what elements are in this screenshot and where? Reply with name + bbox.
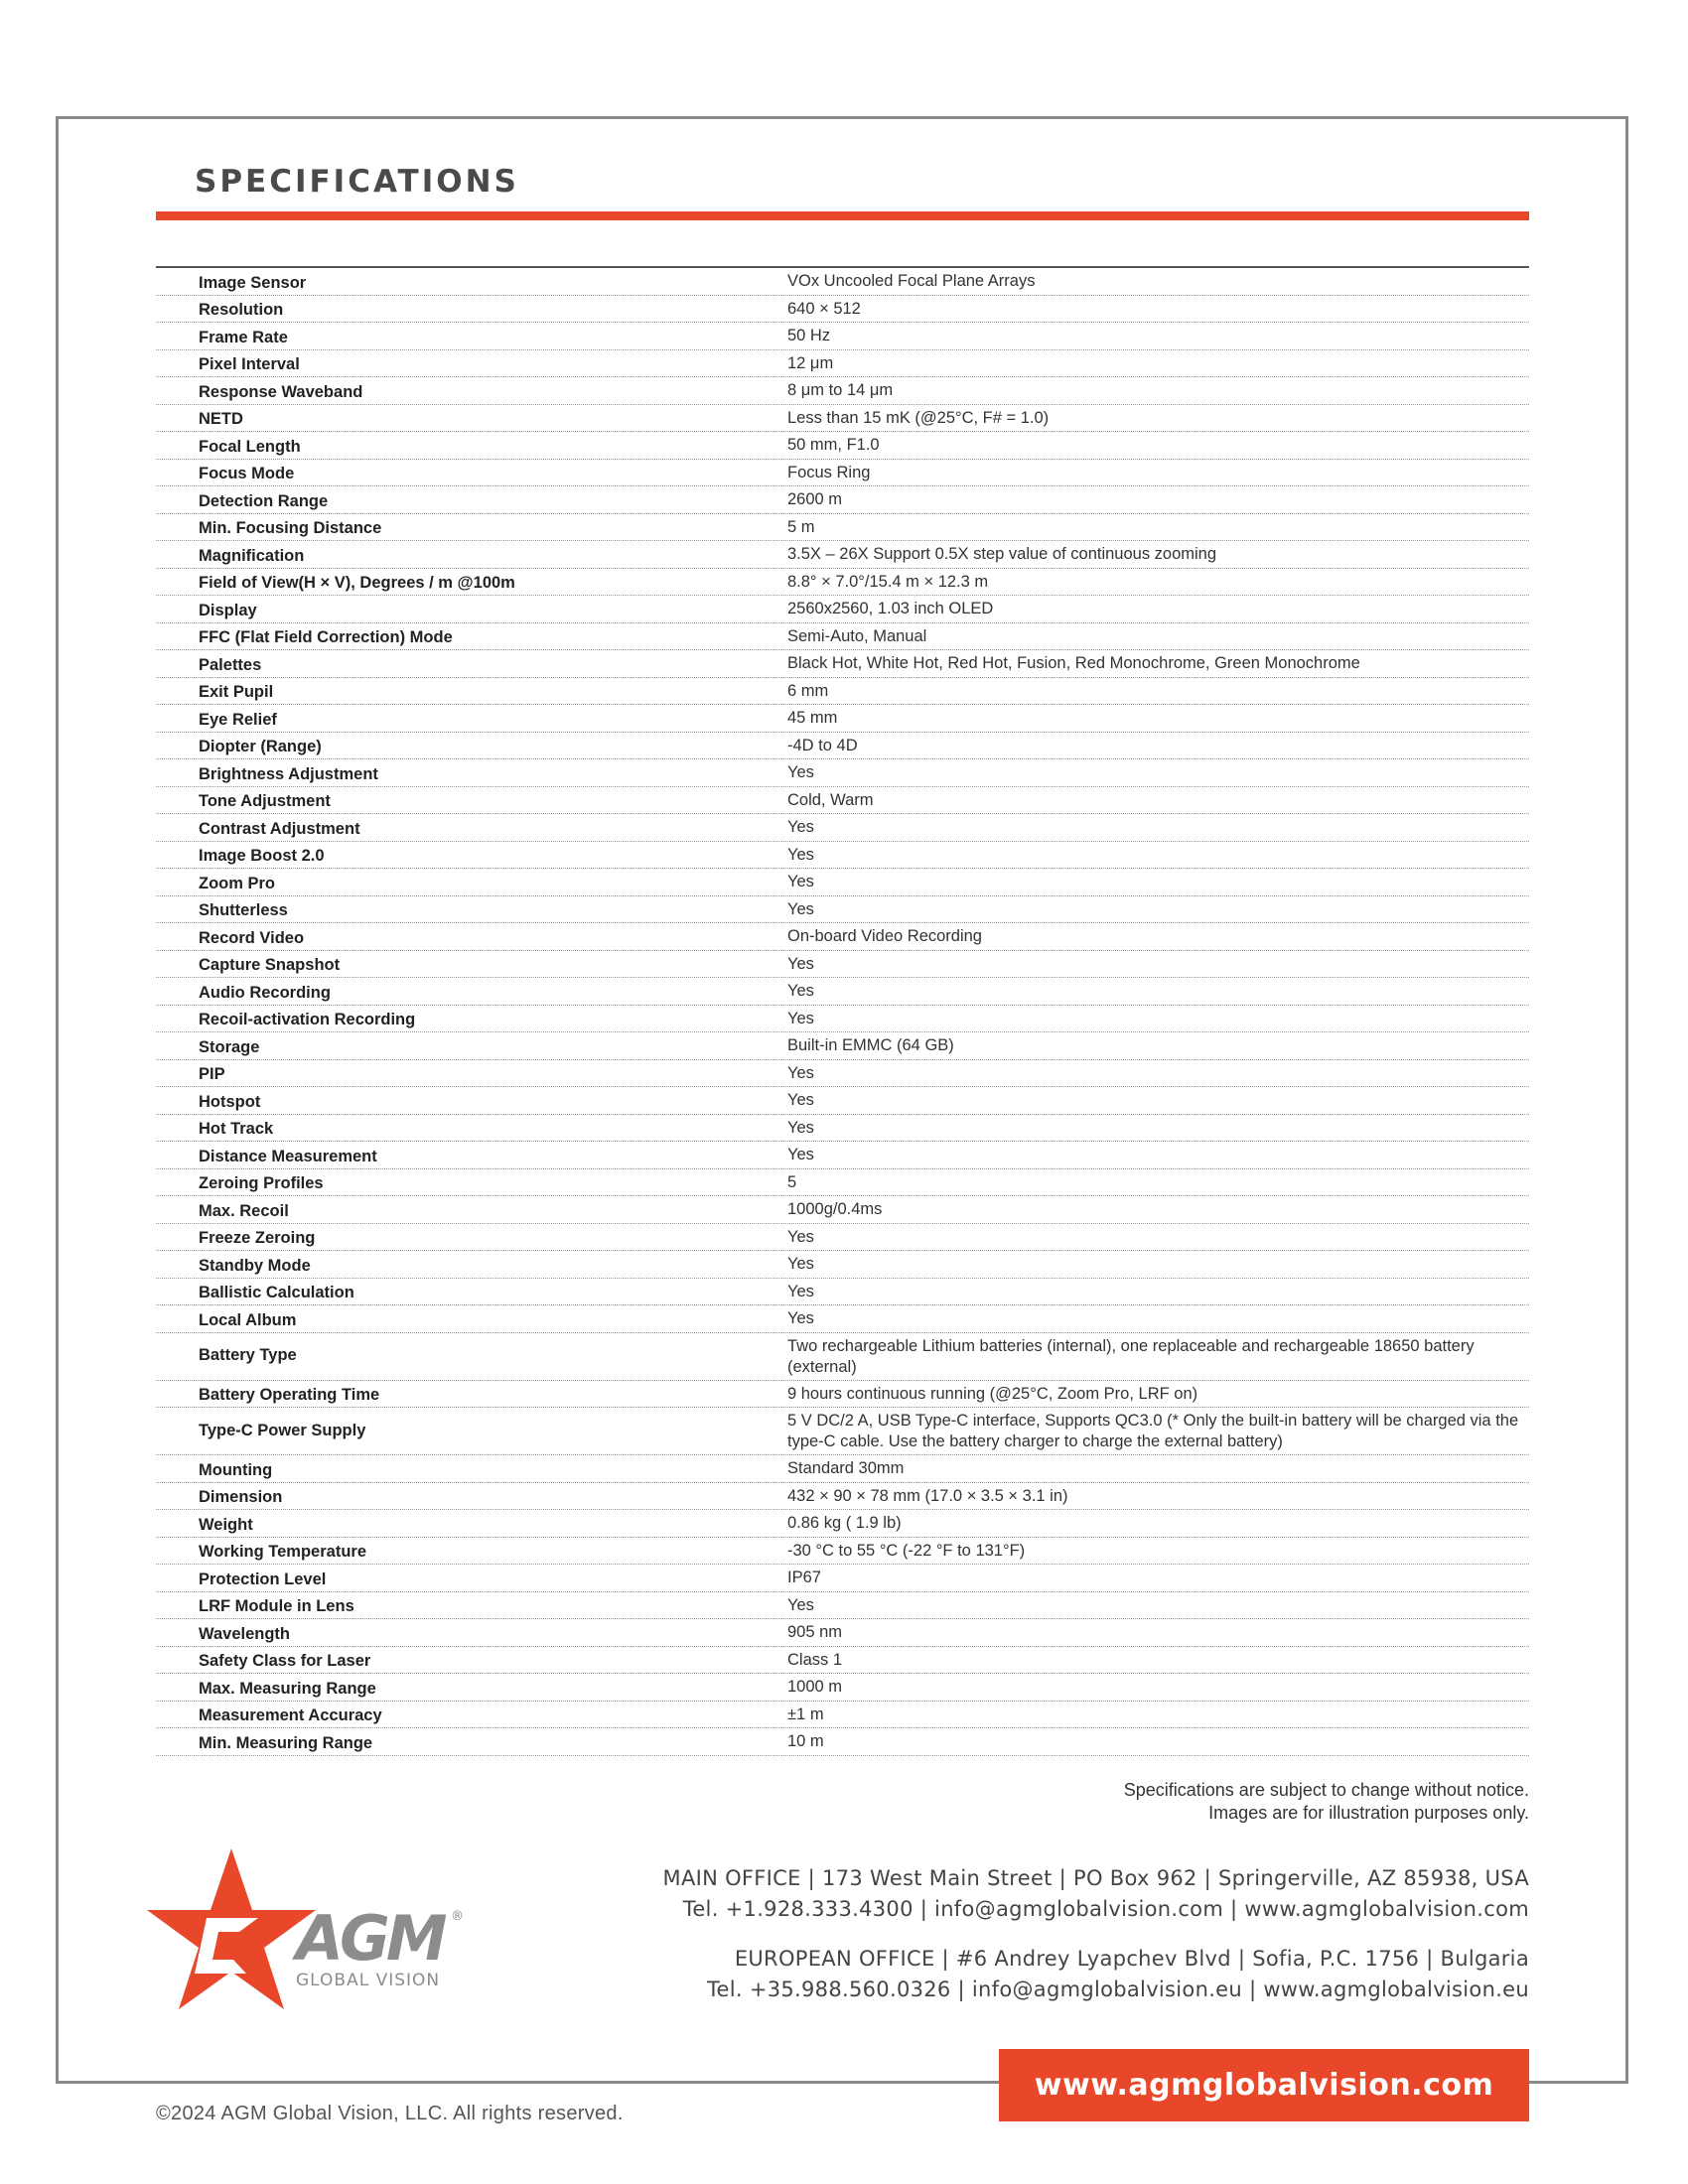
disclaimer-notice xyxy=(1124,1779,1529,1825)
spec-value: 6 mm xyxy=(787,681,829,700)
spec-label: Detection Range xyxy=(199,491,329,510)
spec-label: Record Video xyxy=(199,928,305,947)
spec-row xyxy=(156,814,1529,842)
spec-label: Min. Measuring Range xyxy=(199,1733,373,1752)
spec-row xyxy=(156,869,1529,896)
logo-wordmark: AGM xyxy=(296,1902,444,1975)
logo-registered-mark: ® xyxy=(451,1909,464,1924)
spec-value: 5 V DC/2 A, USB Type-C interface, Supports QC3.0 (* Only the built-in battery will be charged via the type-C cable. Use the battery charger to charge the external battery) xyxy=(787,1412,1519,1450)
spec-label: Image Sensor xyxy=(199,273,307,292)
spec-label: FFC (Flat Field Correction) Mode xyxy=(199,628,453,646)
spec-row xyxy=(156,541,1529,569)
spec-value: 1000 m xyxy=(787,1678,843,1696)
spec-label: Exit Pupil xyxy=(199,683,274,701)
spec-row xyxy=(156,1169,1529,1197)
spec-label: Protection Level xyxy=(199,1570,327,1588)
spec-value: Black Hot, White Hot, Red Hot, Fusion, Red Monochrome, Green Monochrome xyxy=(787,654,1360,672)
spec-value: IP67 xyxy=(787,1569,821,1586)
spec-value: 5 xyxy=(787,1172,797,1191)
spec-row xyxy=(156,1408,1529,1455)
spec-label: Dimension xyxy=(199,1488,283,1506)
spec-label: PIP xyxy=(199,1065,225,1083)
spec-label: Focal Length xyxy=(199,437,301,456)
spec-label: LRF Module in Lens xyxy=(199,1597,354,1615)
spec-row xyxy=(156,1279,1529,1306)
spec-label: Mounting xyxy=(199,1460,273,1479)
office-contacts xyxy=(663,1863,1529,2005)
spec-value: 640 × 512 xyxy=(787,299,861,318)
spec-value: Yes xyxy=(787,1118,814,1137)
spec-value: 3.5X – 26X Support 0.5X step value of continuous zooming xyxy=(787,545,1217,563)
spec-row xyxy=(156,1592,1529,1620)
spec-label: Hot Track xyxy=(199,1120,274,1138)
spec-row xyxy=(156,1142,1529,1169)
spec-value: Standard 30mm xyxy=(787,1459,905,1477)
spec-label: Safety Class for Laser xyxy=(199,1652,371,1670)
spec-row xyxy=(156,1305,1529,1333)
spec-row xyxy=(156,951,1529,979)
spec-value: 12 μm xyxy=(787,353,834,372)
spec-label: Eye Relief xyxy=(199,710,277,729)
spec-label: Image Boost 2.0 xyxy=(199,847,325,865)
spec-row xyxy=(156,733,1529,760)
spec-value: Yes xyxy=(787,873,814,890)
spec-row xyxy=(156,296,1529,324)
spec-row xyxy=(156,650,1529,678)
section-title: SPECIFICATIONS xyxy=(195,164,519,200)
spec-value: 2600 m xyxy=(787,490,843,508)
spec-label: Zeroing Profiles xyxy=(199,1174,324,1192)
spec-row xyxy=(156,759,1529,787)
spec-label: Working Temperature xyxy=(199,1543,367,1561)
spec-row xyxy=(156,1565,1529,1592)
spec-row xyxy=(156,1196,1529,1224)
spec-row xyxy=(156,569,1529,597)
spec-row xyxy=(156,1032,1529,1060)
spec-value: 8.8° × 7.0°/15.4 m × 12.3 m xyxy=(787,572,989,591)
spec-label: Battery Type xyxy=(199,1346,297,1364)
spec-label: Contrast Adjustment xyxy=(199,819,360,838)
spec-row xyxy=(156,1087,1529,1115)
spec-value: Yes xyxy=(787,763,814,781)
spec-label: Min. Focusing Distance xyxy=(199,519,382,537)
spec-row xyxy=(156,1224,1529,1252)
spec-value: Yes xyxy=(787,1255,814,1273)
spec-row xyxy=(156,623,1529,651)
spec-value: Yes xyxy=(787,845,814,864)
spec-label: Local Album xyxy=(199,1310,297,1329)
spec-label: Measurement Accuracy xyxy=(199,1706,382,1724)
spec-row xyxy=(156,1455,1529,1483)
spec-value: Yes xyxy=(787,1282,814,1300)
spec-value: 8 μm to 14 μm xyxy=(787,381,894,399)
spec-row xyxy=(156,1251,1529,1279)
spec-row xyxy=(156,1647,1529,1675)
spec-label: Magnification xyxy=(199,546,305,565)
spec-label: Weight xyxy=(199,1515,253,1534)
spec-label: Field of View(H × V), Degrees / m @100m xyxy=(199,574,515,592)
notice-line: Specifications are subject to change without notice. xyxy=(1123,1780,1529,1800)
spec-label: Diopter (Range) xyxy=(199,738,322,755)
spec-value: Yes xyxy=(787,1146,814,1163)
spec-row xyxy=(156,596,1529,623)
spec-value: 50 mm, F1.0 xyxy=(787,436,880,454)
spec-label: Hotspot xyxy=(199,1092,261,1111)
title-accent-bar xyxy=(156,211,1529,220)
spec-label: Storage xyxy=(199,1037,260,1056)
spec-row xyxy=(156,1060,1529,1088)
notice-line: Images are for illustration purposes only. xyxy=(1208,1803,1529,1823)
european-office-address: EUROPEAN OFFICE | #6 Andrey Lyapchev Blvd | Sofia, P.C. 1756 | Bulgaria xyxy=(734,1947,1529,1971)
spec-value: Yes xyxy=(787,982,814,1000)
spec-value: On-board Video Recording xyxy=(787,927,982,945)
spec-value: Yes xyxy=(787,818,814,836)
european-office-contact: Tel. +35.988.560.0326 | info@agmglobalvision.eu | www.agmglobalvision.eu xyxy=(706,1978,1529,2001)
spec-row xyxy=(156,896,1529,924)
spec-value: 0.86 kg ( 1.9 lb) xyxy=(787,1514,902,1532)
spec-row xyxy=(156,1510,1529,1538)
spec-value: Semi-Auto, Manual xyxy=(787,626,927,645)
spec-value: Class 1 xyxy=(787,1650,843,1669)
spec-value: 9 hours continuous running (@25°C, Zoom Pro, LRF on) xyxy=(787,1384,1198,1403)
spec-value: Cold, Warm xyxy=(787,790,874,809)
spec-row xyxy=(156,1333,1529,1381)
spec-label: Max. Measuring Range xyxy=(199,1679,376,1698)
spec-label: Frame Rate xyxy=(199,328,288,346)
spec-row xyxy=(156,1115,1529,1143)
spec-row xyxy=(156,1381,1529,1409)
spec-value: VOx Uncooled Focal Plane Arrays xyxy=(787,272,1036,290)
spec-row xyxy=(156,1728,1529,1756)
spec-row xyxy=(156,350,1529,378)
spec-value: Yes xyxy=(787,954,814,973)
spec-row xyxy=(156,1702,1529,1729)
spec-row xyxy=(156,678,1529,706)
spec-row xyxy=(156,377,1529,405)
spec-value: ±1 m xyxy=(787,1705,824,1723)
spec-value: 905 nm xyxy=(787,1623,843,1641)
spec-table xyxy=(156,266,1529,1756)
spec-label: Tone Adjustment xyxy=(199,792,331,810)
spec-value: Yes xyxy=(787,1227,814,1246)
spec-value: 50 Hz xyxy=(787,327,831,344)
spec-label: Focus Mode xyxy=(199,465,295,482)
spec-row xyxy=(156,1619,1529,1647)
spec-row xyxy=(156,323,1529,350)
spec-row xyxy=(156,842,1529,870)
spec-label: Resolution xyxy=(199,301,284,319)
spec-value: Yes xyxy=(787,1309,814,1327)
spec-label: Wavelength xyxy=(199,1624,290,1643)
spec-label: Max. Recoil xyxy=(199,1201,289,1220)
website-link[interactable]: www.agmglobalvision.com xyxy=(999,2049,1529,2121)
spec-label: Audio Recording xyxy=(199,983,331,1002)
spec-label: Ballistic Calculation xyxy=(199,1284,354,1301)
spec-label: Battery Operating Time xyxy=(199,1386,380,1404)
spec-label: Shutterless xyxy=(199,901,288,919)
spec-row xyxy=(156,514,1529,542)
spec-value: Yes xyxy=(787,899,814,918)
spec-value: 1000g/0.4ms xyxy=(787,1200,883,1218)
spec-value: Yes xyxy=(787,1063,814,1082)
spec-value: Less than 15 mK (@25°C, F# = 1.0) xyxy=(787,408,1050,427)
spec-row xyxy=(156,268,1529,296)
spec-value: 432 × 90 × 78 mm (17.0 × 3.5 × 3.1 in) xyxy=(787,1486,1068,1505)
spec-row xyxy=(156,787,1529,815)
spec-value: 45 mm xyxy=(787,709,838,727)
spec-label: NETD xyxy=(199,410,243,428)
spec-label: Response Waveband xyxy=(199,382,363,401)
spec-row xyxy=(156,1483,1529,1511)
spec-label: Distance Measurement xyxy=(199,1147,377,1165)
agm-logo xyxy=(147,1848,475,2012)
spec-value: Two rechargeable Lithium batteries (internal), one replaceable and rechargeable 18650 battery (external) xyxy=(787,1336,1475,1376)
spec-value: -4D to 4D xyxy=(787,736,858,754)
spec-label: Zoom Pro xyxy=(199,874,275,892)
spec-label: Display xyxy=(199,601,257,619)
spec-label: Standby Mode xyxy=(199,1256,311,1275)
spec-value: -30 °C to 55 °C (-22 °F to 131°F) xyxy=(787,1541,1026,1560)
spec-label: Capture Snapshot xyxy=(199,956,341,974)
spec-label: Pixel Interval xyxy=(199,355,300,373)
spec-row xyxy=(156,460,1529,487)
spec-row xyxy=(156,432,1529,460)
main-office-address: MAIN OFFICE | 173 West Main Street | PO Box 962 | Springerville, AZ 85938, USA xyxy=(662,1866,1529,1890)
spec-value: 10 m xyxy=(787,1732,824,1750)
spec-label: Freeze Zeroing xyxy=(199,1229,316,1247)
spec-label: Palettes xyxy=(199,655,262,674)
spec-value: 5 m xyxy=(787,517,815,536)
spec-row xyxy=(156,1674,1529,1702)
spec-value: Yes xyxy=(787,1595,814,1614)
spec-value: Built-in EMMC (64 GB) xyxy=(787,1036,954,1054)
copyright-notice: ©2024 AGM Global Vision, LLC. All rights reserved. xyxy=(156,2103,624,2124)
spec-value: Yes xyxy=(787,1091,814,1109)
spec-row xyxy=(156,923,1529,951)
spec-label: Recoil-activation Recording xyxy=(199,1011,416,1028)
spec-row xyxy=(156,1006,1529,1033)
spec-label: Brightness Adjustment xyxy=(199,764,378,783)
spec-row xyxy=(156,1538,1529,1566)
spec-value: 2560x2560, 1.03 inch OLED xyxy=(787,600,994,617)
spec-value: Focus Ring xyxy=(787,463,871,481)
spec-value: Yes xyxy=(787,1009,814,1027)
logo-tagline: GLOBAL VISION xyxy=(296,1971,441,1990)
spec-row xyxy=(156,405,1529,433)
spec-row xyxy=(156,486,1529,514)
spec-label: Type-C Power Supply xyxy=(199,1421,366,1439)
main-office-contact: Tel. +1.928.333.4300 | info@agmglobalvision.com | www.agmglobalvision.com xyxy=(682,1897,1529,1921)
spec-row xyxy=(156,978,1529,1006)
spec-row xyxy=(156,705,1529,733)
